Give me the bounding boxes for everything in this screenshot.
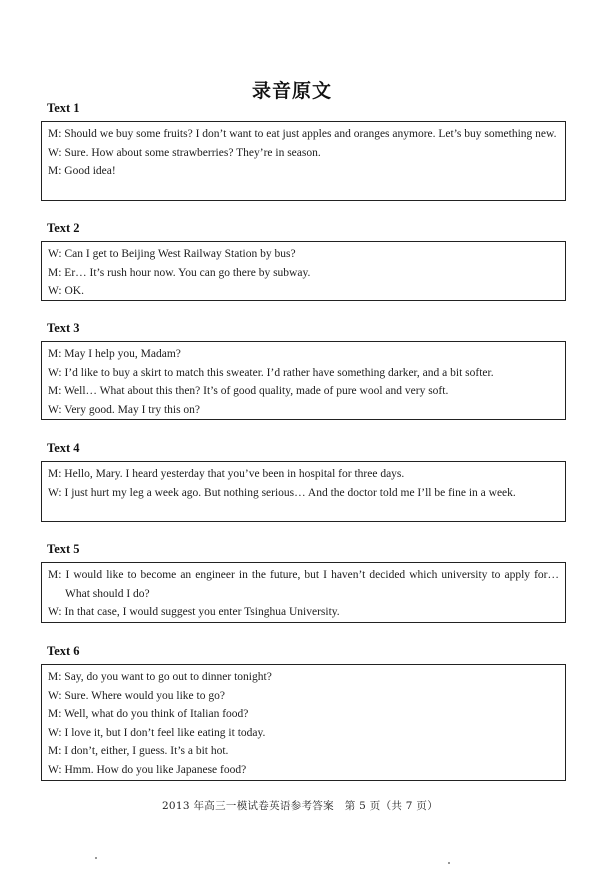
dialogue-line: W: I just hurt my leg a week ago. But nothing serious… And the doctor told me I’ll be fine in a week. (48, 486, 516, 499)
dialogue-line: M: Should we buy some fruits? I don’t want to eat just apples and oranges anymore. Let’s buy something new. (48, 128, 557, 140)
dialogue-line: M: Hello, Mary. I heard yesterday that you’ve been in hospital for three days. (48, 468, 405, 480)
transcript-box-text-2 (41, 241, 566, 301)
section-label-text-1: Text 1 (47, 101, 80, 115)
page-title: 录音原文 (251, 80, 332, 102)
dialogue-line: M: I would like to become an engineer in the future, but I haven’t decided which university to apply for…What should I do? (48, 569, 559, 600)
dialogue-line: M: Good idea! (48, 165, 116, 178)
dialogue-line: W: In that case, I would suggest you enter Tsinghua University. (48, 606, 340, 619)
transcript-box-text-5 (41, 562, 566, 623)
dialogue-line: W: I love it, but I don’t feel like eating it today. (48, 726, 266, 739)
dialogue-line: M: Well, what do you think of Italian food? (48, 708, 249, 721)
dialogue-line: M: Well… What about this then? It’s of good quality, made of pure wool and very soft. (48, 385, 449, 398)
dialogue-line: W: Very good. May I try this on? (48, 403, 201, 416)
section-label-text-2: Text 2 (47, 221, 80, 235)
dialogue-line: W: Hmm. How do you like Japanese food? (48, 763, 247, 776)
scan-speck (95, 857, 97, 859)
dialogue-line: W: I’d like to buy a skirt to match this sweater. I’d rather have something darker, and a bit softer. (48, 366, 494, 379)
dialogue-line: W: Sure. Where would you like to go? (48, 689, 225, 702)
section-label-text-3: Text 3 (47, 321, 80, 335)
transcript-box-text-3 (41, 341, 566, 420)
dialogue-line: M: Er… It’s rush hour now. You can go there by subway. (48, 266, 311, 279)
transcript-box-text-4 (41, 461, 566, 522)
dialogue-line: M: Say, do you want to go out to dinner tonight? (48, 671, 272, 683)
dialogue-line: W: Can I get to Beijing West Railway Station by bus? (48, 248, 296, 260)
section-label-text-6: Text 6 (47, 644, 80, 658)
dialogue-line: M: May I help you, Madam? (48, 348, 181, 360)
section-label-text-4: Text 4 (47, 441, 80, 455)
section-label-text-5: Text 5 (47, 542, 80, 556)
dialogue-line: W: Sure. How about some strawberries? They’re in season. (48, 146, 321, 159)
scan-speck (448, 862, 450, 864)
dialogue-line: W: OK. (48, 285, 84, 298)
dialogue-line: M: I don’t, either, I guess. It’s a bit hot. (48, 745, 229, 758)
page-footer: 2013 年高三一模试卷英语参考答案 第 5 页（共 7 页） (161, 800, 439, 812)
transcript-box-text-6 (41, 664, 566, 781)
transcript-box-text-1 (41, 121, 566, 201)
